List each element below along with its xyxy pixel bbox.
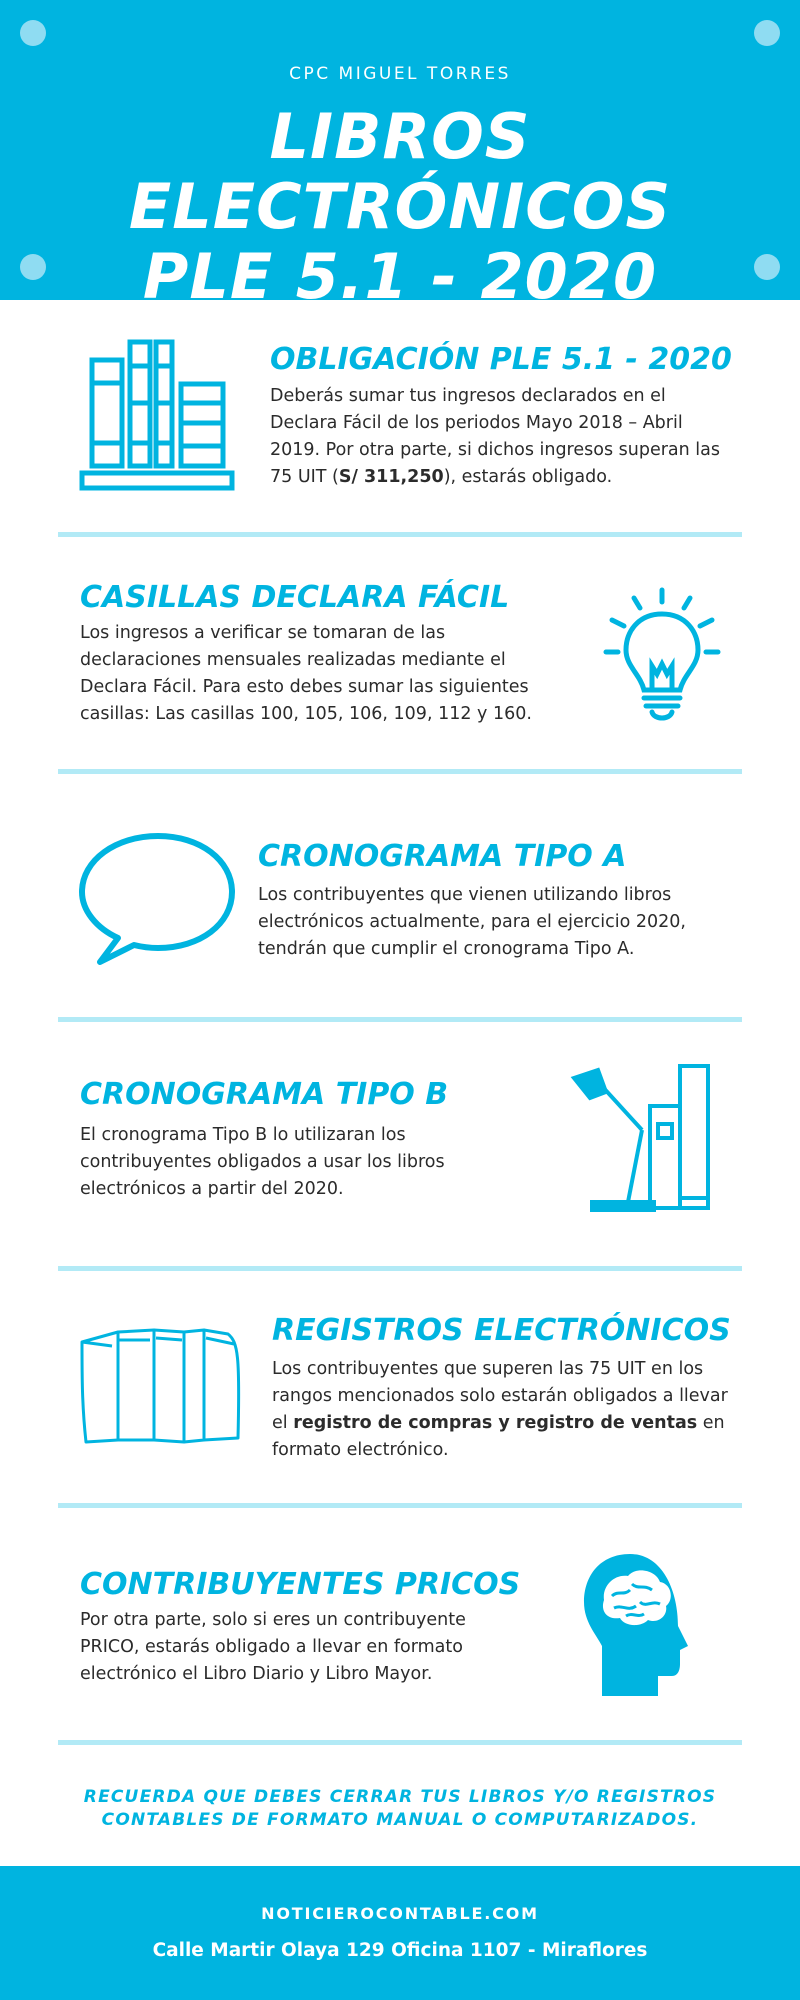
head-brain-icon [580,1550,690,1704]
section-body-pricos: Por otra parte, solo si eres un contribuyente PRICO, estarás obligado a llevar en formato electrónico el Libro Diario y Libro Mayor. [80,1610,466,1684]
header-banner [0,0,800,313]
section-title-cronograma-a: CRONOGRAMA TIPO A [258,839,627,874]
corner-dot [754,20,780,46]
footer-address: Calle Martir Olaya 129 Oficina 1107 - Miraflores [152,1940,648,1961]
books-icon [78,338,238,497]
section-divider [58,1017,742,1022]
section-divider [58,532,742,537]
section-body-cronograma-b: El cronograma Tipo B lo utilizaran los contribuyentes obligados a usar los libros electrónicos a partir del 2020. [80,1125,445,1199]
lightbulb-icon [602,586,722,730]
section-divider [58,1266,742,1271]
corner-dot [20,20,46,46]
title-line-1: LIBROS ELECTRÓNICOS [128,100,672,243]
section-divider [58,1503,742,1508]
section-body-casillas: Los ingresos a verificar se tomaran de las declaraciones mensuales realizadas mediante el Declara Fácil. Para esto debes sumar las siguientes casillas: Las casillas 100, 105, 106, 109, 112 y 160. [80,623,532,724]
page-title [0,102,800,312]
section-title-obligacion: OBLIGACIÓN PLE 5.1 - 2020 [270,342,732,377]
section-divider [58,769,742,774]
reminder-line-1: RECUERDA QUE DEBES CERRAR TUS LIBROS Y/O REGISTROS [83,1787,717,1807]
amount-highlight: S/ 311,250 [338,467,444,487]
author-name: CPC MIGUEL TORRES [289,64,511,84]
section-title-registros: REGISTROS ELECTRÓNICOS [272,1313,731,1348]
footer-website[interactable]: NOTICIEROCONTABLE.COM [261,1904,539,1923]
title-line-2: PLE 5.1 - 2020 [142,240,658,313]
section-title-cronograma-b: CRONOGRAMA TIPO B [80,1077,449,1112]
section-divider [58,1740,742,1745]
reminder-line-2: CONTABLES DE FORMATO MANUAL O COMPUTARIZADOS. [101,1810,699,1830]
book-stack-icon [78,1326,244,1452]
desk-lamp-books-icon [570,1062,720,1218]
reminder-note [60,1786,740,1832]
footer [0,1866,800,2000]
speech-bubble-icon [78,830,238,974]
section-title-casillas: CASILLAS DECLARA FÁCIL [80,580,510,615]
section-body-obligacion: Deberás sumar tus ingresos declarados en el Declara Fácil de los periodos Mayo 2018 – Abril 2019. Por otra parte, si dichos ingresos superan las 75 UIT (S/ 311,250), estarás obligado. [270,386,721,487]
registro-highlight: registro de compras y registro de ventas [293,1413,698,1433]
section-body-registros: Los contribuyentes que superen las 75 UIT en los rangos mencionados solo estarán obligados a llevar el registro de compras y registro de ventas en formato electrónico. [272,1359,728,1460]
section-title-pricos: CONTRIBUYENTES PRICOS [80,1567,521,1602]
section-body-cronograma-a: Los contribuyentes que vienen utilizando libros electrónicos actualmente, para el ejercicio 2020, tendrán que cumplir el cronograma Tipo A. [258,885,686,959]
